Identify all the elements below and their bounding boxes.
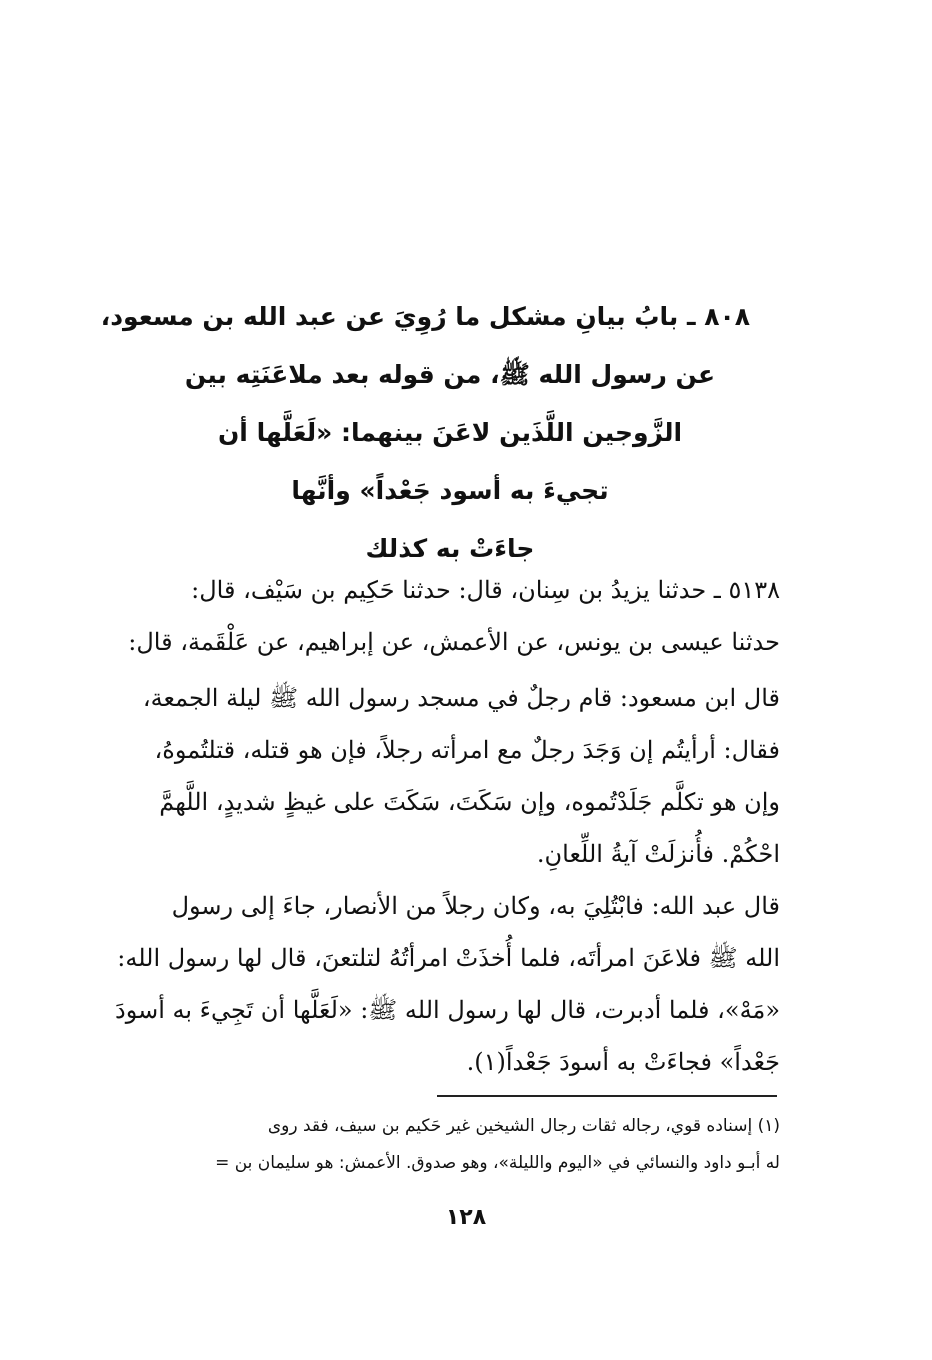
- footnote-divider: [437, 1095, 777, 1097]
- paragraph-line: احْكُمْ. فأُنزلَتْ آيةُ اللِّعانِ.: [536, 840, 780, 868]
- footnote-line: (١) إسناده قوي، رجاله ثقات رجال الشيخين غير حَكيم بن سيف، فقد روى: [267, 1116, 780, 1136]
- hadith-paragraph-1: [80, 672, 780, 880]
- footnote-line: له أبـو داود والنسائي في «اليوم والليلة»، وهو صدوق. الأعمش: هو سليمان بن =: [215, 1153, 780, 1173]
- footnote: [80, 1108, 780, 1182]
- paragraph-line: وإن هو تكلَّم جَلَدْتُموه، وإن سَكَتَ، سَكَتَ على غيظٍ شديدٍ، اللَّهمَّ: [159, 788, 780, 816]
- chapter-heading: [100, 288, 750, 578]
- isnad-line: حدثنا عيسى بن يونس، عن الأعمش، عن إبراهيم، عن عَلْقَمة، قال:: [128, 628, 780, 656]
- paragraph-line: قال ابن مسعود: قام رجلٌ في مسجد رسول الله ﷺ ليلة الجمعة،: [142, 684, 780, 712]
- paragraph-line: قال عبد الله: فابْتُلِيَ به، وكان رجلاً من الأنصار، جاءَ إلى رسول: [171, 892, 780, 920]
- hadith-paragraph-2: [80, 880, 780, 1088]
- paragraph-line: جَعْداً» فجاءَتْ به أسودَ جَعْداً(١).: [466, 1048, 780, 1076]
- chapter-heading-line: تجيءَ به أسود جَعْداً» وأنَّها: [291, 476, 609, 505]
- chapter-heading-line: ٨٠٨ ـ بابُ بيانِ مشكل ما رُوِيَ عن عبد الله بن مسعود،: [100, 302, 750, 331]
- paragraph-line: فقال: أرأيتُم إن وَجَدَ رجلٌ مع امرأته رجلاً، فإن هو قتله، قتلتُموهُ،: [154, 736, 780, 764]
- chapter-heading-line: جاءَتْ به كذلك: [365, 534, 535, 563]
- chapter-heading-line: عن رسول الله ﷺ، من قوله بعد ملاعَنَتِه بين: [184, 360, 716, 389]
- paragraph-line: الله ﷺ فلاعَنَ امرأتَه، فلما أُخذَتْ امرأتُهُ لتلتعنَ، قال لها رسول الله:: [117, 944, 780, 972]
- paragraph-line: «مَهْ»، فلما أدبرت، قال لها رسول الله ﷺ: «لَعَلَّها أن تَجِيءَ به أسودَ: [115, 996, 780, 1024]
- chapter-heading-line: الزَّوجين اللَّذَين لاعَنَ بينهما: «لَعَلَّها أن: [217, 418, 683, 447]
- isnad-line: ٥١٣٨ ـ حدثنا يزيدُ بن سِنان، قال: حدثنا حَكِيم بن سَيْف، قال:: [191, 576, 780, 604]
- hadith-isnad: [80, 564, 780, 668]
- page-number: ١٢٨: [445, 1205, 487, 1230]
